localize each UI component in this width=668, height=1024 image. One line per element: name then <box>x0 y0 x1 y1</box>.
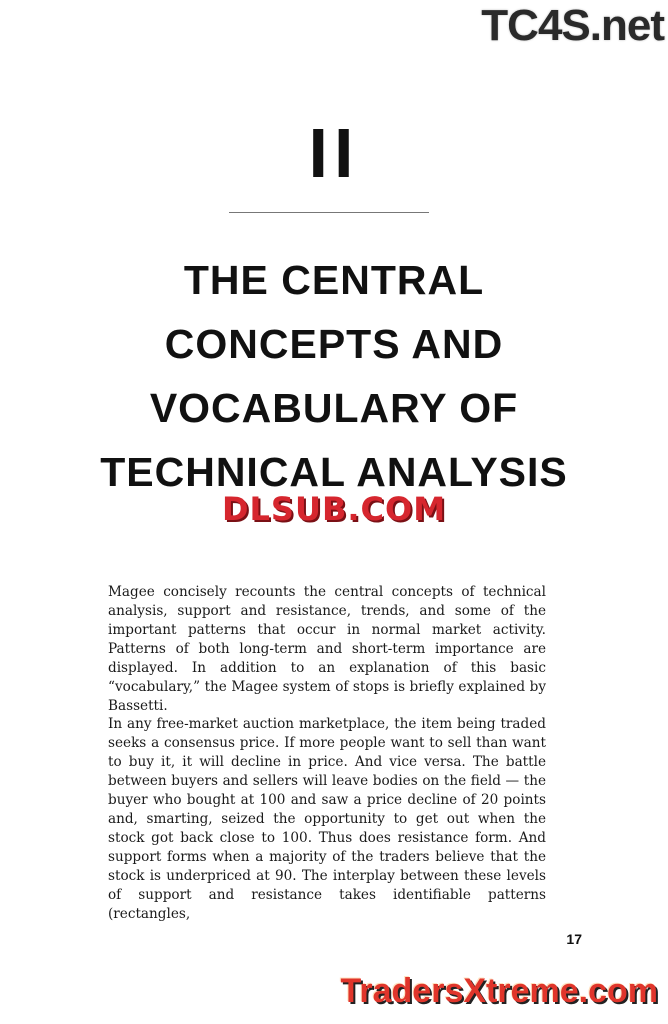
chapter-title-line: TECHNICAL ANALYSIS <box>100 449 568 495</box>
title-divider <box>229 212 429 213</box>
chapter-number: II <box>308 114 360 192</box>
chapter-title-line: VOCABULARY OF <box>149 385 519 431</box>
watermark-top: TC4S.net <box>481 1 664 50</box>
chapter-title <box>0 248 668 504</box>
intro-paragraph: Magee concisely recounts the central concepts of technical analysis, support and resistance, trends, and some of the important patterns that occur in normal market activity. Patterns of both long-term and short-term importance are displayed. In addition to an explanation of this basic “vocabulary,” the Magee system of stops is briefly explained by Bassetti. <box>108 584 546 714</box>
watermark-bottom: TradersXtreme.com <box>340 972 658 1010</box>
page-number: 17 <box>566 931 582 947</box>
chapter-title-line: CONCEPTS AND <box>164 321 504 367</box>
watermark-middle: DLSUB.COM <box>221 490 447 528</box>
body-paragraph: In any free-market auction marketplace, the item being traded seeks a consensus price. If more people want to sell than want to buy it, it will decline in price. And vice versa. The battle between buyers and sellers will leave bodies on the field — the buyer who bought at 100 and saw a price decline of 20 points and, smarting, seized the opportunity to get out when the stock got back close to 100. Thus does resistance form. And support forms when a majority of the traders believe that the stock is underpriced at 90. The interplay between these levels of support and resistance takes identifiable patterns (rectangles, <box>108 716 546 922</box>
chapter-title-line: THE CENTRAL <box>183 257 485 303</box>
